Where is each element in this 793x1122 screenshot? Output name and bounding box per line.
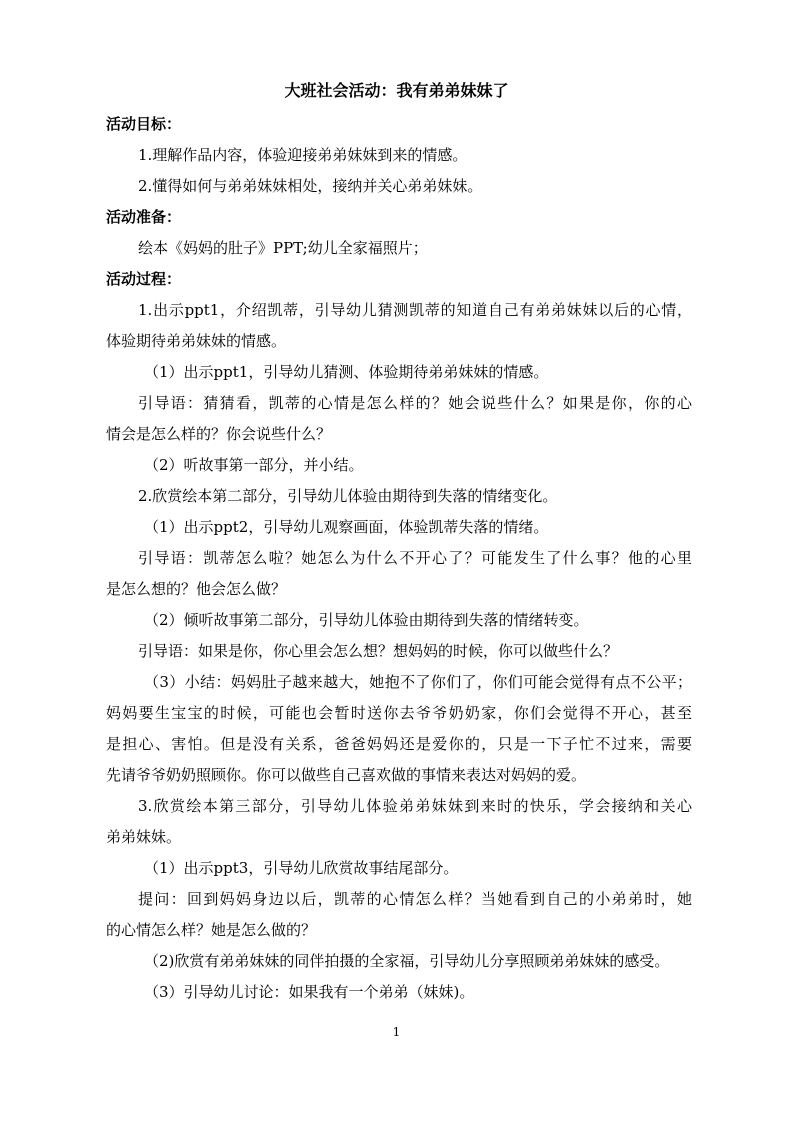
prep-heading: 活动准备： xyxy=(106,208,182,226)
process-line: 体验期待弟弟妹妹的情感。 xyxy=(106,332,287,350)
process-line: 弟弟妹妹。 xyxy=(106,828,182,846)
document-title: 大班社会活动：我有弟弟妹妹了 xyxy=(284,81,509,100)
process-line: （2)欣赏有弟弟妹妹的同伴拍摄的全家福，引导幼儿分享照顾弟弟妹妹的感受。 xyxy=(144,952,670,970)
process-line: 先请爷爷奶奶照顾你。你可以做些自己喜欢做的事情来表达对妈妈的爱。 xyxy=(106,766,587,784)
process-line: （3）引导幼儿讨论：如果我有一个弟弟（妹妹)。 xyxy=(144,983,475,1001)
prep-text: 绘本《妈妈的肚子》PPT;幼儿全家福照片； xyxy=(138,239,428,257)
process-line: 妈妈要生宝宝的时候，可能也会暂时送你去爷爷奶奶家，你们会觉得不开心，甚至 xyxy=(106,704,692,722)
process-line: 情会是怎么样的？你会说些什么？ xyxy=(106,425,332,443)
process-line: 的心情怎么样？她是怎么做的？ xyxy=(106,921,317,939)
process-line: （2）听故事第一部分，并小结。 xyxy=(144,456,364,474)
goal-item-1: 1.理解作品内容，体验迎接弟弟妹妹到来的情感。 xyxy=(138,146,468,164)
process-line: （3）小结：妈妈肚子越来越大，她抱不了你们了，你们可能会觉得有点不公平； xyxy=(144,673,692,691)
process-line: （1）出示ppt2，引导幼儿观察画面，体验凯蒂失落的情绪。 xyxy=(144,518,549,536)
process-line: 引导语：猜猜看，凯蒂的心情是怎么样的？她会说些什么？如果是你，你的心 xyxy=(138,394,692,412)
process-line: 引导语：如果是你，你心里会怎么想？想妈妈的时候，你可以做些什么？ xyxy=(138,642,619,660)
process-line: 1.出示ppt1，介绍凯蒂，引导幼儿猜测凯蒂的知道自己有弟弟妹妹以后的心情， xyxy=(138,301,692,319)
goal-item-2: 2.懂得如何与弟弟妹妹相处，接纳并关心弟弟妹妹。 xyxy=(138,177,483,195)
process-line: 2.欣赏绘本第二部分，引导幼儿体验由期待到失落的情绪变化。 xyxy=(138,487,558,505)
process-line: 提问：回到妈妈身边以后，凯蒂的心情怎么样？当她看到自己的小弟弟时，她 xyxy=(138,890,692,908)
process-heading: 活动过程： xyxy=(106,270,182,288)
process-line: （1）出示ppt3，引导幼儿欣赏故事结尾部分。 xyxy=(144,859,459,877)
goal-heading: 活动目标： xyxy=(106,115,182,133)
page-number: 1 xyxy=(392,1025,401,1039)
process-line: （1）出示ppt1，引导幼儿猜测、体验期待弟弟妹妹的情感。 xyxy=(144,363,549,381)
process-line: （2）倾听故事第二部分，引导幼儿体验由期待到失落的情绪转变。 xyxy=(144,611,589,629)
process-line: 是怎么想的？他会怎么做？ xyxy=(106,580,287,598)
process-line: 是担心、害怕。但是没有关系，爸爸妈妈还是爱你的，只是一下子忙不过来，需要 xyxy=(106,735,692,753)
process-line: 3.欣赏绘本第三部分，引导幼儿体验弟弟妹妹到来时的快乐，学会接纳和关心 xyxy=(138,797,692,815)
process-line: 引导语：凯蒂怎么啦？她怎么为什么不开心了？可能发生了什么事？他的心里 xyxy=(138,549,692,567)
